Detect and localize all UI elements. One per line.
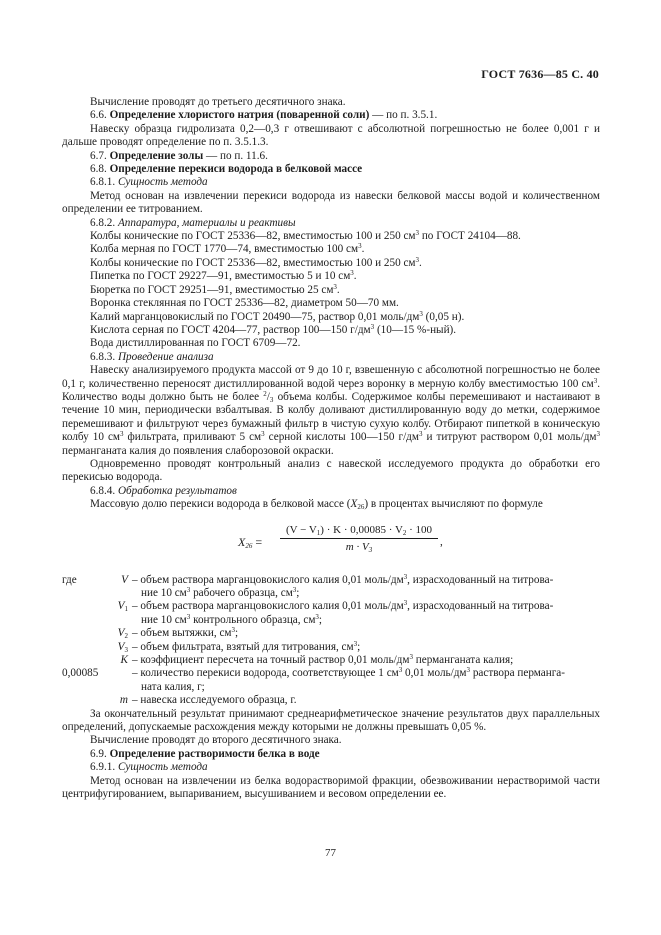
paragraph: Навеску анализируемого продукта массой от 9 до 10 г, взвешенную с абсолютной погрешностью не более 0,1 г, количественно переносят дистиллированной водой через воронку в мерную колбу вместимостью 100 $см^3$. Количество воды должно быть не более $^2/_3$ объема колбы. Содержимое колбы перемешивают и настаивают в течение 10 мин, периодически взбалтывая. В колбу доливают дистиллированную воду до метки, содержимое перемешивают и фильтруют через бумажный фильтр в чистую сухую колбу. Отбирают пипеткой в коническую колбу 10 $см^3$ фильтрата, приливают 5 $см^3$ серной кислоты 100—150 $г/дм^3$ и титруют раствором 0,01 моль/$дм^3$ перманганата калия до появления слаборозовой окраски. [62, 364, 600, 457]
section-heading: 6.6. Определение хлористого натрия (поваренной соли) — по п. 3.5.1. [90, 109, 438, 122]
equipment-item: Колбы конические по ГОСТ 25336—82, вместимостью 100 и 250 $см^3$ по ГОСТ 24104—88. [90, 229, 521, 243]
subsection-heading: 6.9.1. Сущность метода [90, 761, 208, 774]
definition-row: $V_3$ – объем фильтрата, взятый для титрования, $см^3$; [117, 639, 361, 654]
equipment-item: Колба мерная по ГОСТ 1770—74, вместимостью 100 $см^3$. [90, 242, 365, 256]
formula: $X_{26}$ = $\frac{(V - V_1) \cdot K \cdot 0,00085 \cdot V_2 \cdot 100}{m \cdot V_3}$ , [238, 523, 443, 554]
definition-row: m – навеска исследуемого образца, г. [119, 694, 297, 707]
equipment-item: Пипетка по ГОСТ 29227—91, вместимостью 5 и 10 $см^3$. [90, 269, 357, 283]
definition-row: 0,00085 – количество перекиси водорода, соответствующее 1 $см^3$ 0,01 моль/$дм^3$ раствора перманга- ната калия, г; [62, 666, 565, 693]
subsection-heading: 6.8.1. Сущность метода [90, 176, 208, 189]
equipment-item: Колбы конические по ГОСТ 25336—82, вместимостью 100 и 250 $см^3$. [90, 255, 422, 269]
subsection-heading: 6.8.3. Проведение анализа [90, 350, 214, 363]
paragraph: Метод основан на извлечении из белка водорастворимой фракции, обезвоживании нерастворимой части центрифугированием, выпариванием, высушиванием и весовом определении ее. [62, 774, 600, 801]
definitions-list [62, 574, 600, 708]
definition-row: $V_2$ – объем вытяжки, $см^3$; [117, 626, 239, 641]
paragraph: Навеску образца гидролизата 0,2—0,3 г отвешивают с абсолютной погрешностью не более 0,001 г и дальше проводят определение по п. 3.5.1.3. [62, 122, 600, 149]
document-body [62, 96, 600, 802]
equipment-item: Бюретка по ГОСТ 29251—91, вместимостью 25 $см^3$. [90, 282, 340, 296]
subsection-heading: 6.8.4. Обработка результатов [90, 484, 237, 497]
running-header: ГОСТ 7636—85 С. 40 [481, 67, 599, 81]
equipment-item: Калий марганцовокислый по ГОСТ 20490—75, раствор 0,01 моль/$дм^3$ (0,05 н). [90, 309, 465, 323]
formula-denominator: $m \cdot V_3$ [345, 541, 373, 554]
formula-numerator: $(V - V_1) \cdot K \cdot 0,00085 \cdot V_2 \cdot 100$ [280, 524, 438, 539]
definition-row: K – коэффициент пересчета на точный раствор 0,01 моль/$дм^3$ перманганата калия; [120, 653, 514, 667]
section-heading: 6.9. Определение растворимости белка в воде [90, 747, 320, 760]
equipment-item: Вода дистиллированная по ГОСТ 6709—72. [90, 337, 301, 350]
equipment-item: Воронка стеклянная по ГОСТ 25336—82, диаметром 50—70 мм. [90, 297, 399, 310]
formula-fraction [280, 524, 438, 555]
definition-row: $V_1$ – объем раствора марганцовокислого калия 0,01 моль/$дм^3$, израсходованный на титрова- ние 10 $см^3$ контрольного образца, $см^3$; [117, 599, 554, 626]
section-heading: 6.7. Определение золы — по п. 11.6. [90, 149, 268, 162]
definition-row: где V – объем раствора марганцовокислого калия 0,01 моль/$дм^3$, израсходованный на титрова- ние 10 $см^3$ рабочего образца, $см^3$; [62, 572, 554, 599]
paragraph: Массовую долю перекиси водорода в белковой массе $(X_{26})$ в процентах вычисляют по формуле [90, 498, 543, 512]
subsection-heading: 6.8.2. Аппаратура, материалы и реактивы [90, 216, 296, 229]
paragraph: Одновременно проводят контрольный анализ с навеской исследуемого продукта до обработки его перекисью водорода. [62, 457, 600, 484]
paragraph: Вычисление проводят до второго десятичного знака. [90, 734, 342, 747]
equipment-item: Кислота серная по ГОСТ 4204—77, раствор 100—150 $г/дм^3$ (10—15 %-ный). [90, 322, 457, 336]
section-heading: 6.8. Определение перекиси водорода в белковой массе [90, 163, 363, 176]
paragraph: Вычисление проводят до третьего десятичного знака. [90, 96, 346, 108]
paragraph: За окончательный результат принимают среднеарифметическое значение результатов двух параллельных определений, допускаемые расхождения между которыми не должны превышать 0,05 %. [62, 707, 600, 734]
page-number: 77 [325, 847, 336, 859]
formula-lhs: $X_{26}$ = [238, 534, 263, 550]
paragraph: Метод основан на извлечении перекиси водорода из навески белковой массы водой и количественном определении ее титрованием. [62, 189, 600, 216]
